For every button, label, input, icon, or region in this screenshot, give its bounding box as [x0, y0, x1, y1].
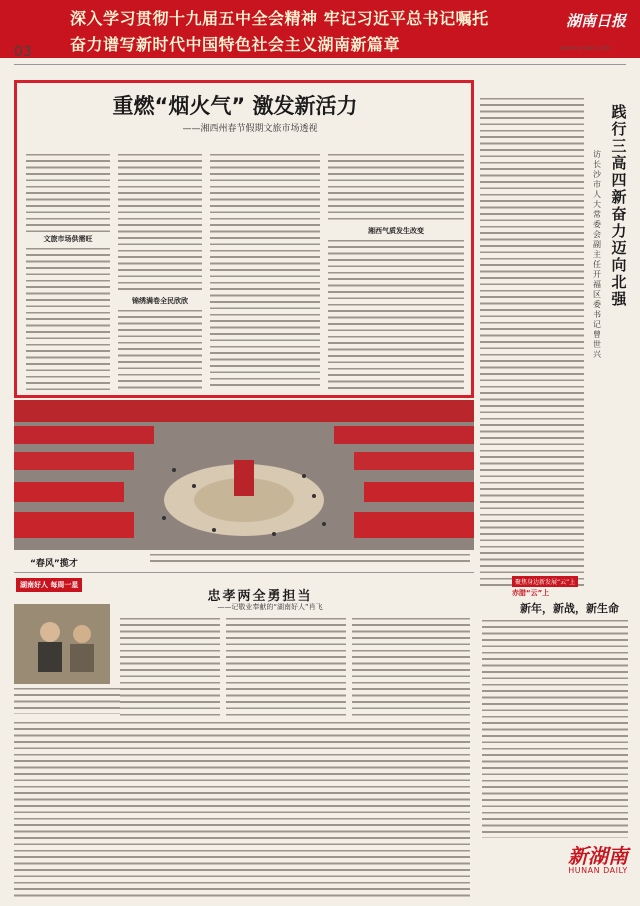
lead-col-4b [328, 238, 464, 390]
second-col-1 [120, 616, 220, 716]
second-story-title: 忠孝两全勇担当 [207, 589, 313, 604]
divider [14, 572, 474, 573]
lead-col-1b [26, 246, 110, 390]
portrait-illustration [14, 604, 110, 684]
section-heading-2: 锦绣满卷全民欣欣 [132, 297, 188, 305]
second-col-3 [352, 616, 470, 716]
second-story-subhead: ——记敬业奉献的“湖南好人”肖飞 [217, 603, 323, 611]
lead-col-2a [118, 152, 202, 292]
lead-col-4a [328, 152, 464, 222]
portrait-caption [14, 686, 124, 714]
masthead-banner [0, 0, 640, 58]
banner-line-1: 深入学习贯彻十九届五中全会精神 牢记习近平总书记嘱托 [70, 9, 489, 28]
newspaper-logo: 湖南日报 [565, 12, 626, 30]
side-story-subtitle: 访长沙市人大常委会副主任 开福区委书记曾世兴 [593, 150, 601, 359]
right-story-subtag: 赤腊“云”上 [512, 589, 550, 597]
weekly-star-tag: 湖南好人 每周一星 [16, 578, 82, 592]
photo-caption-label: “春风”揽才 [30, 559, 78, 569]
lead-col-2b [118, 308, 202, 390]
second-col-2 [226, 616, 346, 716]
lead-col-3 [210, 152, 320, 390]
photo-caption [150, 552, 470, 564]
page-number: 03 [14, 44, 32, 60]
right-story-title: 新年，新战，新生命 [520, 602, 619, 615]
section-heading-1: 文旅市场供需旺 [43, 235, 93, 243]
watermark-sub: HUNAN DAILY [568, 866, 628, 875]
lead-col-1a [26, 152, 110, 232]
section-heading-3: 湘西气质发生改变 [368, 227, 424, 235]
portrait-photo [14, 604, 110, 684]
date-info: 2021年2月16日 星期二 [560, 46, 614, 52]
lead-subhead: ——湘西州春节假期文旅市场透视 [182, 124, 318, 134]
job-fair-photo-illustration [14, 400, 474, 550]
right-story-tag: 聚焦身边新发展“云”上 [512, 576, 578, 587]
second-body-bottom [14, 720, 470, 900]
banner-line-2: 奋力谱写新时代中国特色社会主义湖南新篇章 [70, 35, 401, 54]
side-story-title: 践行三高四新 奋力迈向北强 [611, 103, 627, 308]
job-fair-photo [14, 400, 474, 550]
watermark-logo: 新湖南 [568, 844, 628, 868]
divider [14, 64, 626, 65]
right-story-body [482, 618, 628, 838]
lead-headline: 重燃“烟火气” 激发新活力 [112, 94, 358, 118]
right-column-text [480, 96, 584, 586]
